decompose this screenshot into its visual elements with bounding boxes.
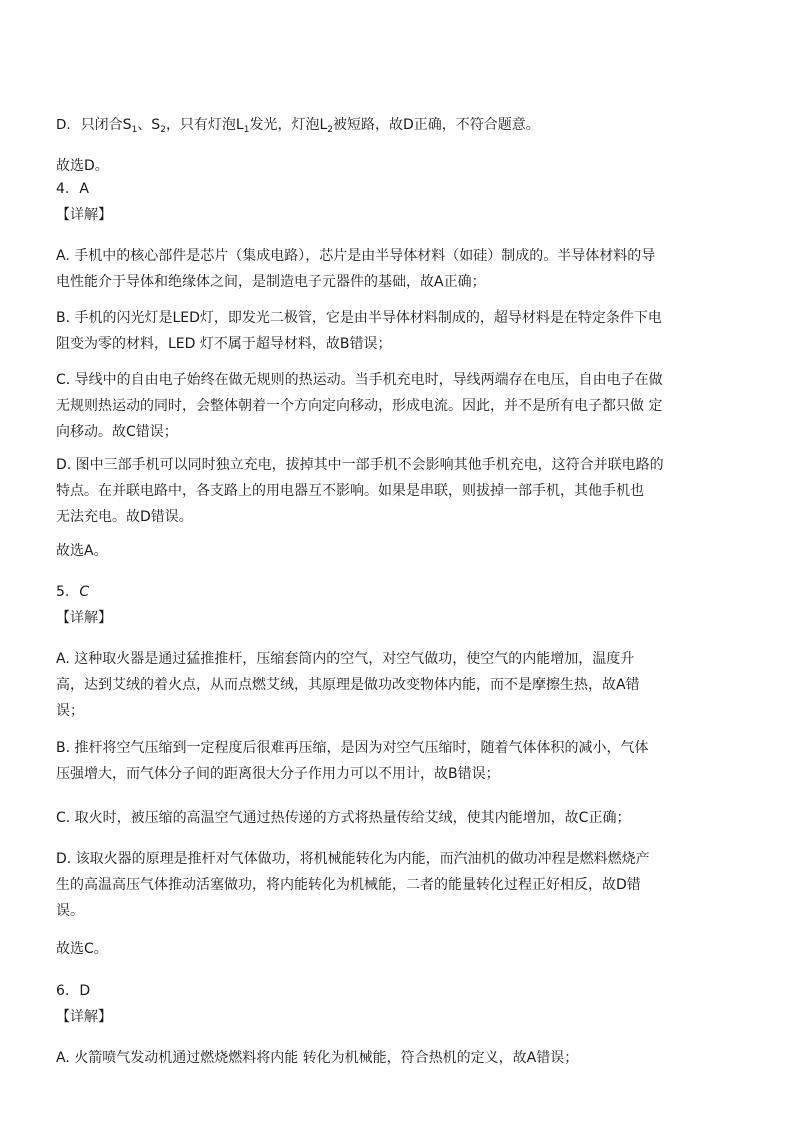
q4-option-d [56, 452, 756, 530]
q5-a-line-1: A. 这种取火器是通过猛推推杆，压缩套筒内的空气，对空气做功，使空气的内能增加，温度升 [56, 651, 635, 667]
q6-a-line-1: A. 火箭喷气发动机通过燃烧燃料将内能 转化为机械能，符合热机的定义，故A错误； [56, 1050, 579, 1066]
q3-d-text-4: 发光，灯泡L [249, 117, 328, 133]
q5-option-b [56, 735, 756, 787]
q5-option-c [56, 805, 756, 831]
q5-option-d [56, 846, 756, 924]
q4-option-b [56, 305, 756, 357]
q4-header [56, 176, 756, 202]
q4-answer: A [79, 181, 89, 197]
q5-conclusion: 故选C。 [56, 941, 108, 957]
q6-option-a [56, 1045, 756, 1071]
q5-a-line-2: 高，达到艾绒的着火点，从而点燃艾绒，其原理是做功改变物体内能，而不是摩擦生热，故A错 [56, 677, 640, 693]
q3-d-sub-4: 2 [327, 125, 334, 135]
q3-conclusion: 故选D。 [56, 158, 109, 174]
q3-d-text-1: 只闭合S [80, 117, 132, 133]
q6-header [56, 978, 756, 1004]
q3-d-sub-2: 2 [160, 125, 166, 135]
q4-a-line-1: A. 手机中的核心部件是芯片（集成电路），芯片是由半导体材料（如硅）制成的。半导体材料的导 [56, 248, 656, 264]
q4-number: 4. [56, 181, 70, 197]
q5-header [56, 579, 756, 605]
q4-b-line-2: 阻变为零的材料，LED 灯不属于超导材料，故B错误； [56, 336, 392, 352]
q3-d-text-2: 、S [137, 117, 161, 133]
q5-d-line-2: 生的高温高压气体推动活塞做功，将内能转化为机械能，二者的能量转化过程正好相反，故D错 [56, 877, 641, 893]
q3-option-d [56, 112, 756, 138]
q5-b-line-1: B. 推杆将空气压缩到一定程度后很难再压缩，是因为对空气压缩时，随着气体体积的减小，气体 [56, 740, 649, 756]
q5-b-line-2: 压强增大，而气体分子间的距离很大分子作用力可以不用计，故B错误； [56, 766, 500, 782]
q5-d-line-3: 误。 [56, 903, 84, 919]
q3-d-text-3: ，只有灯泡L [165, 117, 244, 133]
q4-option-a [56, 243, 756, 295]
q4-d-line-3: 无法充电。故D错误。 [56, 509, 193, 525]
q4-c-line-1: C. 导线中的自由电子始终在做无规则的热运动。当手机充电时，导线两端存在电压，自由电子在做 [56, 372, 663, 388]
q6-heading: 【详解】 [56, 1009, 112, 1025]
q6-answer: D [79, 983, 91, 999]
q5-heading: 【详解】 [56, 610, 112, 626]
q3-d-sub-3: 1 [243, 125, 250, 135]
q4-b-line-1: B. 手机的闪光灯是LED灯，即发光二极管，它是由半导体材料制成的，超导材料是在特定条件下电 [56, 310, 662, 326]
q5-d-line-1: D. 该取火器的原理是推杆对气体做功，将机械能转化为内能，而汽油机的做功冲程是燃料燃烧产 [56, 851, 650, 867]
q5-option-a [56, 646, 756, 724]
q5-c-line-1: C. 取火时，被压缩的高温空气通过热传递的方式将热量传给艾绒，使其内能增加，故C正确； [56, 810, 631, 826]
q5-a-line-3: 误； [56, 703, 84, 719]
q3-d-sub-1: 1 [131, 125, 138, 135]
q4-d-line-2: 特点。在并联电路中，各支路上的用电器互不影响。如果是串联，则拔掉一部手机，其他手机也 [56, 483, 644, 499]
q4-a-line-2: 电性能介于导体和绝缘体之间，是制造电子元器件的基础，故A正确； [56, 274, 486, 290]
q3-d-text-5: 被短路，故D正确，不符合题意。 [333, 117, 540, 133]
q5-answer: C [79, 584, 90, 600]
q5-number: 5. [56, 584, 70, 600]
q4-c-line-2: 无规则热运动的同时，会整体朝着一个方向定向移动，形成电流。因此，并不是所有电子都只做 定 [56, 398, 663, 414]
q4-conclusion: 故选A。 [56, 543, 108, 559]
q4-d-line-1: D. 图中三部手机可以同时独立充电，拔掉其中一部手机不会影响其他手机充电，这符合并联电路的 [56, 457, 664, 473]
q4-option-c [56, 367, 756, 445]
q4-c-line-3: 向移动。故C错误； [56, 424, 178, 440]
q3-d-prefix: D. [56, 117, 71, 133]
q6-number: 6. [56, 983, 70, 999]
q4-heading: 【详解】 [56, 207, 112, 223]
